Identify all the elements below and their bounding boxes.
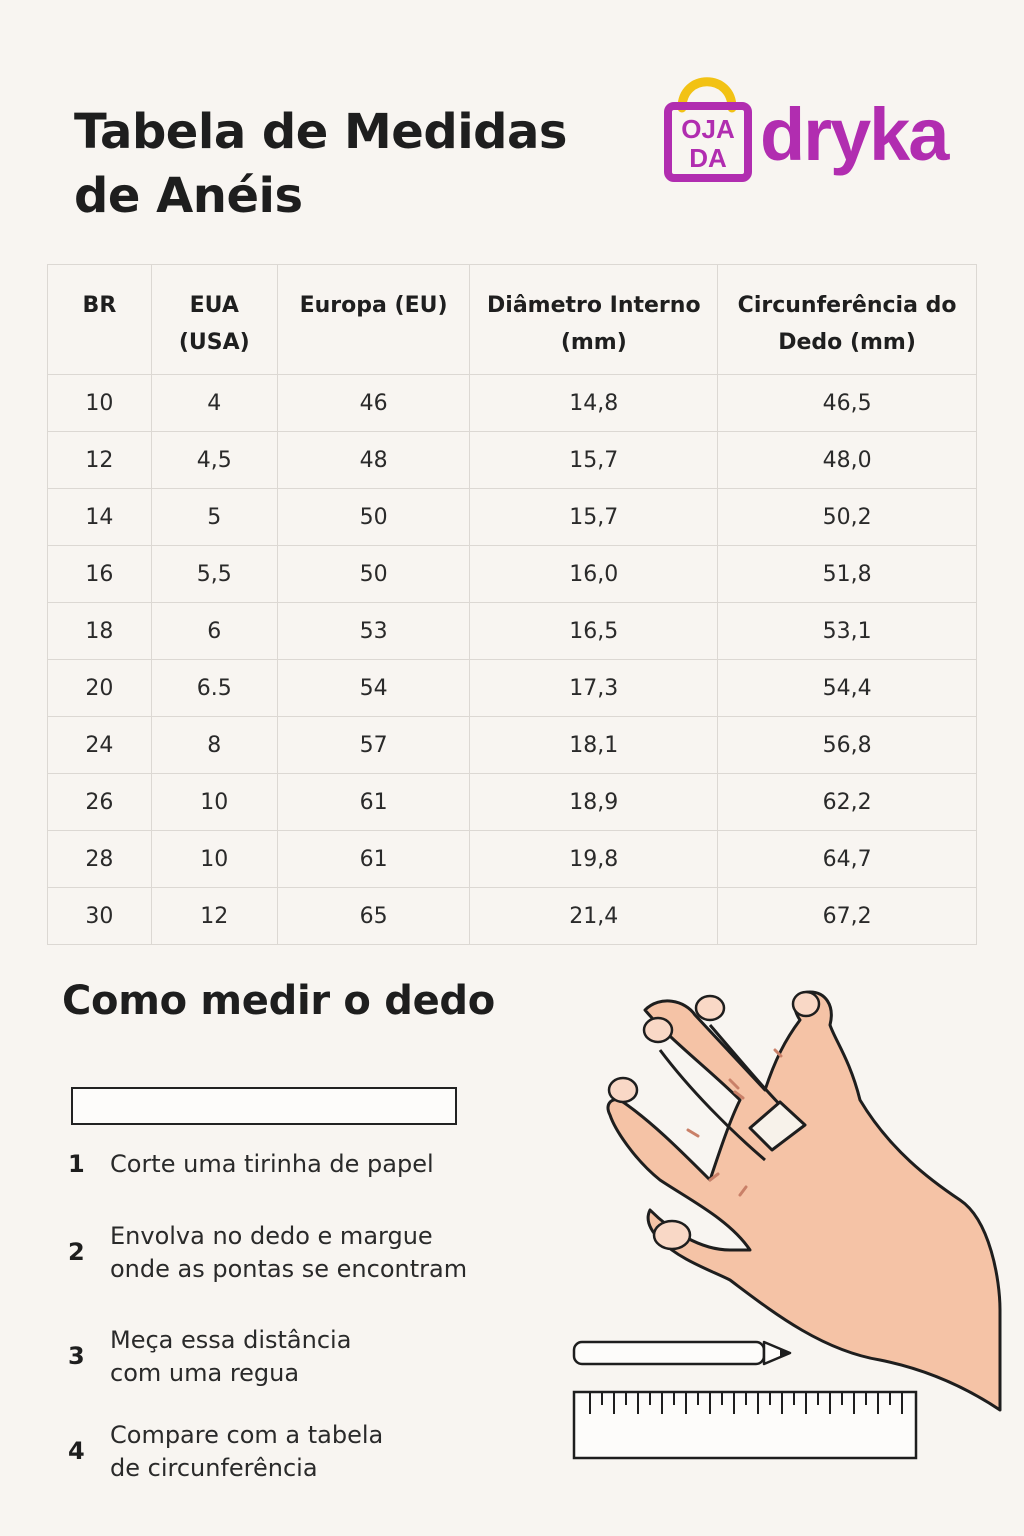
cell-col-circumference: 67,2 xyxy=(718,888,977,945)
step-text-line: onde as pontas se encontram xyxy=(110,1255,468,1283)
step-number: 4 xyxy=(68,1437,85,1465)
hand-measuring-illustration xyxy=(560,980,1010,1480)
table-row xyxy=(48,774,977,831)
header-line: Dedo (mm) xyxy=(778,330,916,355)
page-title-line-1: Tabela de Medidas xyxy=(74,104,567,160)
cell-col-circumference: 64,7 xyxy=(718,831,977,888)
table-row xyxy=(48,432,977,489)
cell-col-circumference: 46,5 xyxy=(718,375,977,432)
step-text-line: com uma regua xyxy=(110,1359,300,1387)
table-row xyxy=(48,546,977,603)
ring-size-table xyxy=(47,264,977,945)
step-number: 3 xyxy=(68,1342,85,1370)
cell-col-eu: 50 xyxy=(277,546,470,603)
cell-col-circumference: 51,8 xyxy=(718,546,977,603)
step-text-line: Meça essa distância xyxy=(110,1326,352,1354)
cell-col-circumference: 54,4 xyxy=(718,660,977,717)
cell-col-br: 24 xyxy=(48,717,152,774)
table-header-row xyxy=(48,265,977,375)
logo-prefix-top: OJA xyxy=(681,114,735,144)
cell-col-eu: 50 xyxy=(277,489,470,546)
cell-col-usa: 4 xyxy=(151,375,277,432)
header-col-usa xyxy=(151,265,277,375)
paper-strip-illustration xyxy=(71,1087,457,1125)
table-row xyxy=(48,717,977,774)
cell-col-eu: 61 xyxy=(277,774,470,831)
table-row xyxy=(48,489,977,546)
step-text-line: Compare com a tabela xyxy=(110,1421,384,1449)
header-col-eu xyxy=(277,265,470,375)
cell-col-eu: 61 xyxy=(277,831,470,888)
store-logo xyxy=(660,68,990,188)
cell-col-br: 16 xyxy=(48,546,152,603)
header-line: Diâmetro Interno xyxy=(487,293,701,318)
step-text xyxy=(110,1220,467,1286)
header-col-diameter xyxy=(470,265,718,375)
table-row xyxy=(48,831,977,888)
header-line: BR xyxy=(82,293,117,318)
cell-col-br: 28 xyxy=(48,831,152,888)
cell-col-diameter: 14,8 xyxy=(470,375,718,432)
cell-col-usa: 10 xyxy=(151,774,277,831)
cell-col-circumference: 53,1 xyxy=(718,603,977,660)
cell-col-br: 30 xyxy=(48,888,152,945)
cell-col-diameter: 15,7 xyxy=(470,432,718,489)
cell-col-br: 20 xyxy=(48,660,152,717)
step-text xyxy=(110,1324,351,1390)
cell-col-usa: 6.5 xyxy=(151,660,277,717)
table-row xyxy=(48,375,977,432)
header-line: EUA xyxy=(189,293,239,318)
header-line: Circunferência do xyxy=(737,293,957,318)
step-text xyxy=(110,1419,383,1485)
logo-prefix-bottom: DA xyxy=(689,143,727,173)
header-col-br xyxy=(48,265,152,375)
cell-col-circumference: 48,0 xyxy=(718,432,977,489)
cell-col-br: 18 xyxy=(48,603,152,660)
cell-col-circumference: 50,2 xyxy=(718,489,977,546)
cell-col-diameter: 16,5 xyxy=(470,603,718,660)
step-text-line: de circunferência xyxy=(110,1454,318,1482)
cell-col-usa: 6 xyxy=(151,603,277,660)
cell-col-circumference: 62,2 xyxy=(718,774,977,831)
header-col-circumference xyxy=(718,265,977,375)
cell-col-diameter: 18,1 xyxy=(470,717,718,774)
cell-col-usa: 8 xyxy=(151,717,277,774)
ruler-icon xyxy=(574,1392,916,1458)
cell-col-diameter: 16,0 xyxy=(470,546,718,603)
header-line: (USA) xyxy=(178,330,250,355)
cell-col-diameter: 21,4 xyxy=(470,888,718,945)
how-to-measure-title: Como medir o dedo xyxy=(62,978,495,1024)
table-row xyxy=(48,603,977,660)
cell-col-diameter: 18,9 xyxy=(470,774,718,831)
table-row xyxy=(48,888,977,945)
cell-col-usa: 4,5 xyxy=(151,432,277,489)
cell-col-eu: 65 xyxy=(277,888,470,945)
pencil-icon xyxy=(574,1342,790,1364)
table-body xyxy=(48,375,977,945)
cell-col-eu: 57 xyxy=(277,717,470,774)
cell-col-circumference: 56,8 xyxy=(718,717,977,774)
cell-col-usa: 5,5 xyxy=(151,546,277,603)
cell-col-diameter: 15,7 xyxy=(470,489,718,546)
cell-col-br: 12 xyxy=(48,432,152,489)
cell-col-usa: 10 xyxy=(151,831,277,888)
cell-col-usa: 12 xyxy=(151,888,277,945)
cell-col-usa: 5 xyxy=(151,489,277,546)
step-text xyxy=(110,1148,434,1181)
cell-col-eu: 46 xyxy=(277,375,470,432)
cell-col-eu: 54 xyxy=(277,660,470,717)
page-title-line-2: de Anéis xyxy=(74,168,303,224)
step-number: 2 xyxy=(68,1238,85,1266)
step-text-line: Envolva no dedo e margue xyxy=(110,1222,433,1250)
step-text-line: Corte uma tirinha de papel xyxy=(110,1150,434,1178)
step-number: 1 xyxy=(68,1150,85,1178)
cell-col-diameter: 19,8 xyxy=(470,831,718,888)
table-row xyxy=(48,660,977,717)
cell-col-eu: 48 xyxy=(277,432,470,489)
cell-col-diameter: 17,3 xyxy=(470,660,718,717)
cell-col-eu: 53 xyxy=(277,603,470,660)
cell-col-br: 10 xyxy=(48,375,152,432)
header-line: Europa (EU) xyxy=(299,293,448,318)
cell-col-br: 14 xyxy=(48,489,152,546)
header-line: (mm) xyxy=(560,330,627,355)
cell-col-br: 26 xyxy=(48,774,152,831)
page-title xyxy=(74,100,567,228)
logo-brand: dryka xyxy=(760,93,948,176)
